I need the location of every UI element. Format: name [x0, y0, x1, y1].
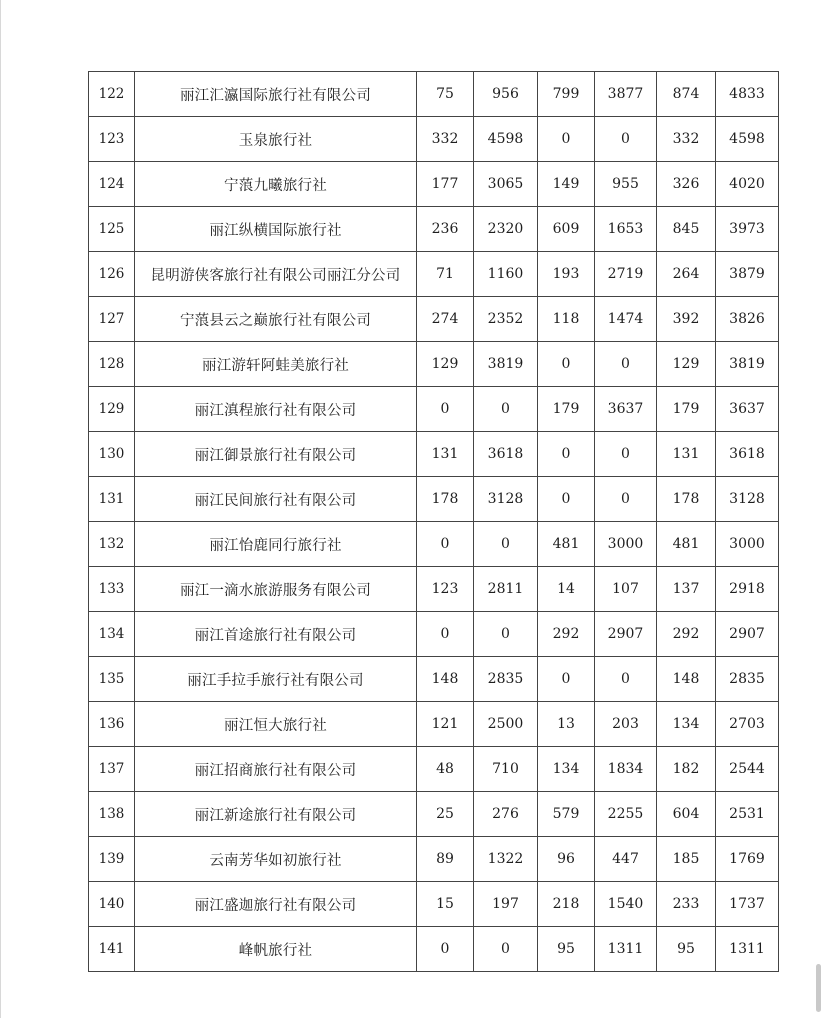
value-col-5: 185 [657, 837, 716, 882]
value-col-2: 1160 [474, 252, 538, 297]
table-row [89, 432, 779, 477]
agency-name: 峰帆旅行社 [135, 927, 417, 972]
value-col-1: 0 [417, 522, 474, 567]
row-number: 122 [89, 72, 135, 117]
value-col-6: 3973 [716, 207, 779, 252]
agency-name: 玉泉旅行社 [135, 117, 417, 162]
value-col-4: 2255 [595, 792, 657, 837]
value-col-1: 131 [417, 432, 474, 477]
table-row [89, 657, 779, 702]
value-col-2: 2835 [474, 657, 538, 702]
row-number: 136 [89, 702, 135, 747]
row-number: 138 [89, 792, 135, 837]
value-col-4: 447 [595, 837, 657, 882]
value-col-3: 179 [538, 387, 595, 432]
value-col-5: 604 [657, 792, 716, 837]
value-col-2: 3618 [474, 432, 538, 477]
row-number: 123 [89, 117, 135, 162]
value-col-1: 75 [417, 72, 474, 117]
table-row [89, 207, 779, 252]
value-col-1: 0 [417, 387, 474, 432]
value-col-3: 14 [538, 567, 595, 612]
row-number: 125 [89, 207, 135, 252]
agency-name: 丽江手拉手旅行社有限公司 [135, 657, 417, 702]
value-col-3: 579 [538, 792, 595, 837]
value-col-1: 0 [417, 927, 474, 972]
value-col-6: 3819 [716, 342, 779, 387]
value-col-4: 1474 [595, 297, 657, 342]
agency-name: 丽江一滴水旅游服务有限公司 [135, 567, 417, 612]
value-col-6: 3826 [716, 297, 779, 342]
value-col-5: 134 [657, 702, 716, 747]
row-number: 137 [89, 747, 135, 792]
value-col-6: 2703 [716, 702, 779, 747]
value-col-4: 1834 [595, 747, 657, 792]
table-row [89, 522, 779, 567]
table-row [89, 252, 779, 297]
value-col-5: 182 [657, 747, 716, 792]
value-col-5: 178 [657, 477, 716, 522]
value-col-4: 107 [595, 567, 657, 612]
value-col-1: 0 [417, 612, 474, 657]
agency-name: 昆明游侠客旅行社有限公司丽江分公司 [135, 252, 417, 297]
value-col-3: 0 [538, 432, 595, 477]
row-number: 135 [89, 657, 135, 702]
value-col-5: 264 [657, 252, 716, 297]
value-col-3: 0 [538, 342, 595, 387]
agency-name: 丽江民间旅行社有限公司 [135, 477, 417, 522]
agency-name: 云南芳华如初旅行社 [135, 837, 417, 882]
value-col-2: 2811 [474, 567, 538, 612]
value-col-1: 177 [417, 162, 474, 207]
table-row [89, 477, 779, 522]
value-col-4: 0 [595, 477, 657, 522]
value-col-6: 3879 [716, 252, 779, 297]
value-col-3: 292 [538, 612, 595, 657]
value-col-1: 123 [417, 567, 474, 612]
value-col-5: 233 [657, 882, 716, 927]
table-row [89, 612, 779, 657]
row-number: 141 [89, 927, 135, 972]
row-number: 129 [89, 387, 135, 432]
value-col-3: 218 [538, 882, 595, 927]
value-col-2: 2500 [474, 702, 538, 747]
table-row [89, 72, 779, 117]
value-col-1: 71 [417, 252, 474, 297]
agency-name: 丽江汇瀛国际旅行社有限公司 [135, 72, 417, 117]
agency-name: 宁蒗县云之巅旅行社有限公司 [135, 297, 417, 342]
row-number: 127 [89, 297, 135, 342]
value-col-4: 1653 [595, 207, 657, 252]
value-col-3: 799 [538, 72, 595, 117]
value-col-1: 25 [417, 792, 474, 837]
value-col-2: 0 [474, 522, 538, 567]
value-col-4: 203 [595, 702, 657, 747]
agency-name: 丽江滇程旅行社有限公司 [135, 387, 417, 432]
value-col-5: 95 [657, 927, 716, 972]
table-row [89, 117, 779, 162]
value-col-1: 148 [417, 657, 474, 702]
agency-name: 丽江首途旅行社有限公司 [135, 612, 417, 657]
value-col-3: 95 [538, 927, 595, 972]
table-row [89, 297, 779, 342]
value-col-1: 178 [417, 477, 474, 522]
table-row [89, 567, 779, 612]
value-col-4: 2907 [595, 612, 657, 657]
value-col-3: 0 [538, 657, 595, 702]
value-col-4: 0 [595, 117, 657, 162]
value-col-5: 392 [657, 297, 716, 342]
agency-name: 宁蒗九曦旅行社 [135, 162, 417, 207]
value-col-2: 2320 [474, 207, 538, 252]
row-number: 130 [89, 432, 135, 477]
row-number: 131 [89, 477, 135, 522]
value-col-6: 1311 [716, 927, 779, 972]
value-col-6: 2544 [716, 747, 779, 792]
agency-name: 丽江盛迦旅行社有限公司 [135, 882, 417, 927]
agency-name: 丽江御景旅行社有限公司 [135, 432, 417, 477]
value-col-6: 2907 [716, 612, 779, 657]
value-col-3: 0 [538, 117, 595, 162]
table-row [89, 882, 779, 927]
value-col-2: 4598 [474, 117, 538, 162]
value-col-5: 129 [657, 342, 716, 387]
table-row [89, 702, 779, 747]
value-col-4: 0 [595, 342, 657, 387]
table-row [89, 342, 779, 387]
value-col-4: 0 [595, 657, 657, 702]
value-col-6: 4833 [716, 72, 779, 117]
value-col-6: 2531 [716, 792, 779, 837]
value-col-3: 118 [538, 297, 595, 342]
value-col-1: 15 [417, 882, 474, 927]
value-col-4: 0 [595, 432, 657, 477]
page-edge-divider [0, 0, 1, 1018]
value-col-5: 874 [657, 72, 716, 117]
agency-name: 丽江游轩阿蛙美旅行社 [135, 342, 417, 387]
value-col-5: 326 [657, 162, 716, 207]
value-col-6: 3000 [716, 522, 779, 567]
value-col-2: 0 [474, 387, 538, 432]
value-col-2: 3065 [474, 162, 538, 207]
row-number: 140 [89, 882, 135, 927]
value-col-6: 2835 [716, 657, 779, 702]
table-row [89, 927, 779, 972]
row-number: 132 [89, 522, 135, 567]
value-col-6: 2918 [716, 567, 779, 612]
row-number: 134 [89, 612, 135, 657]
value-col-5: 131 [657, 432, 716, 477]
row-number: 124 [89, 162, 135, 207]
row-number: 126 [89, 252, 135, 297]
value-col-4: 2719 [595, 252, 657, 297]
table-body [89, 72, 779, 972]
table-row [89, 387, 779, 432]
table-row [89, 747, 779, 792]
value-col-3: 193 [538, 252, 595, 297]
value-col-3: 0 [538, 477, 595, 522]
value-col-1: 129 [417, 342, 474, 387]
value-col-6: 1769 [716, 837, 779, 882]
table-row [89, 162, 779, 207]
travel-agency-ranking-table [88, 71, 779, 972]
agency-name: 丽江纵横国际旅行社 [135, 207, 417, 252]
value-col-4: 3637 [595, 387, 657, 432]
scrollbar-thumb[interactable] [816, 964, 821, 1012]
value-col-5: 332 [657, 117, 716, 162]
value-col-5: 481 [657, 522, 716, 567]
value-col-4: 3877 [595, 72, 657, 117]
value-col-1: 332 [417, 117, 474, 162]
agency-name: 丽江招商旅行社有限公司 [135, 747, 417, 792]
value-col-1: 274 [417, 297, 474, 342]
value-col-4: 3000 [595, 522, 657, 567]
value-col-2: 2352 [474, 297, 538, 342]
value-col-4: 955 [595, 162, 657, 207]
value-col-3: 134 [538, 747, 595, 792]
table-row [89, 837, 779, 882]
value-col-5: 179 [657, 387, 716, 432]
value-col-2: 710 [474, 747, 538, 792]
value-col-5: 148 [657, 657, 716, 702]
agency-name: 丽江恒大旅行社 [135, 702, 417, 747]
value-col-1: 89 [417, 837, 474, 882]
row-number: 133 [89, 567, 135, 612]
value-col-6: 4020 [716, 162, 779, 207]
value-col-2: 956 [474, 72, 538, 117]
value-col-6: 3618 [716, 432, 779, 477]
agency-name: 丽江怡鹿同行旅行社 [135, 522, 417, 567]
value-col-1: 121 [417, 702, 474, 747]
value-col-3: 481 [538, 522, 595, 567]
value-col-6: 3128 [716, 477, 779, 522]
value-col-3: 13 [538, 702, 595, 747]
value-col-6: 3637 [716, 387, 779, 432]
value-col-2: 276 [474, 792, 538, 837]
value-col-1: 236 [417, 207, 474, 252]
value-col-1: 48 [417, 747, 474, 792]
value-col-5: 292 [657, 612, 716, 657]
row-number: 128 [89, 342, 135, 387]
value-col-4: 1311 [595, 927, 657, 972]
value-col-3: 96 [538, 837, 595, 882]
value-col-5: 845 [657, 207, 716, 252]
table-row [89, 792, 779, 837]
value-col-2: 3128 [474, 477, 538, 522]
value-col-6: 1737 [716, 882, 779, 927]
row-number: 139 [89, 837, 135, 882]
value-col-5: 137 [657, 567, 716, 612]
value-col-2: 3819 [474, 342, 538, 387]
value-col-2: 0 [474, 612, 538, 657]
agency-name: 丽江新途旅行社有限公司 [135, 792, 417, 837]
value-col-6: 4598 [716, 117, 779, 162]
value-col-4: 1540 [595, 882, 657, 927]
value-col-2: 197 [474, 882, 538, 927]
value-col-2: 0 [474, 927, 538, 972]
value-col-3: 609 [538, 207, 595, 252]
value-col-2: 1322 [474, 837, 538, 882]
value-col-3: 149 [538, 162, 595, 207]
